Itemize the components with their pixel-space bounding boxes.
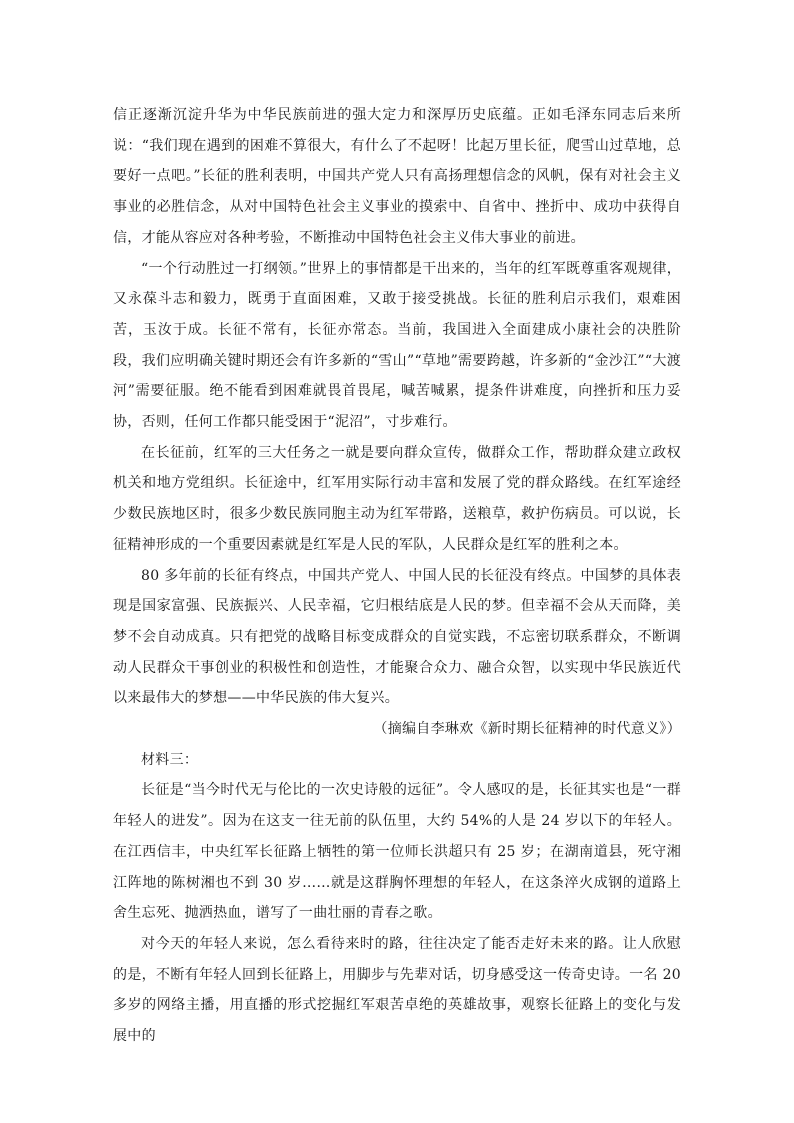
paragraph-2: “一个行动胜过一打纲领。”世界上的事情都是干出来的，当年的红军既尊重客观规律，又永葆斗志和毅力，既勇于直面困难，又敢于接受挑战。长征的胜利启示我们，艰难困苦，玉汝于成。长征不常有，长征亦常态。当前，我国进入全面建成小康社会的决胜阶段，我们应明确关键时期还会有许多新的“雪山”“草地”需要跨越，许多新的“金沙江”“大渡河”需要征服。绝不能看到困难就畏首畏尾，喊苦喊累，提条件讲难度，向挫折和压力妥协，否则，任何工作都只能受困于“泥沼”，寸步难行。 — [113, 260, 681, 431]
material-three-heading: 材料三： — [141, 751, 199, 768]
source-citation: （摘编自李琳欢《新时期长征精神的时代意义》） — [373, 721, 681, 738]
paragraph-4: 80 多年前的长征有终点，中国共产党人、中国人民的长征没有终点。中国梦的具体表现是国家富强、民族振兴、人民幸福，它归根结底是人民的梦。但幸福不会从天而降，美梦不会自动成真。只有把党的战略目标变成群众的自觉实践，不忘密切联系群众，不断调动人民群众干事创业的积极性和创造性，才能聚合众力、融合众智，以实现中华民族近代以来最伟大的梦想——中华民族的伟大复兴。 — [113, 567, 681, 707]
paragraph-1: 信正逐渐沉淀升华为中华民族前进的强大定力和深厚历史底蕴。正如毛泽东同志后来所说：“我们现在遇到的困难不算很大，有什么了不起呀！比起万里长征，爬雪山过草地，总要好一点吧。”长征的胜利表明，中国共产党人只有高扬理想信念的风帆，保有对社会主义事业的必胜信念，从对中国特色社会主义事业的摸索中、自省中、挫折中、成功中获得自信，才能从容应对各种考验，不断推动中国特色社会主义伟大事业的前进。 — [113, 107, 681, 246]
paragraph-6: 对今天的年轻人来说，怎么看待来时的路，往往决定了能否走好未来的路。让人欣慰的是，不断有年轻人回到长征路上，用脚步与先辈对话，切身感受这一传奇史诗。一名 20 多岁的网络主播，用直播的形式挖掘红军艰苦卓绝的英雄故事，观察长征路上的变化与发展中的 — [113, 935, 681, 1045]
paragraph-3: 在长征前，红军的三大任务之一就是要向群众宣传，做群众工作，帮助群众建立政权机关和地方党组织。长征途中，红军用实际行动丰富和发展了党的群众路线。在红军途经少数民族地区时，很多少数民族同胞主动为红军带路，送粮草，救护伤病员。可以说，长征精神形成的一个重要因素就是红军是人民的军队，人民群众是红军的胜利之本。 — [113, 444, 681, 553]
paragraph-5: 长征是“当今时代无与伦比的一次史诗般的远征”。令人感叹的是，长征其实也是“一群年轻人的进发”。因为在这支一往无前的队伍里，大约 54%的人是 24 岁以下的年轻人。在江西信丰，中央红军长征路上牺牲的第一位师长洪超只有 25 岁；在湖南道县，死守湘江阵地的陈树湘也不到 30 岁……就是这群胸怀理想的年轻人，在这条淬火成钢的道路上舍生忘死、抛洒热血，谱写了一曲壮丽的青春之歌。 — [113, 782, 681, 922]
document-page — [113, 100, 681, 1052]
